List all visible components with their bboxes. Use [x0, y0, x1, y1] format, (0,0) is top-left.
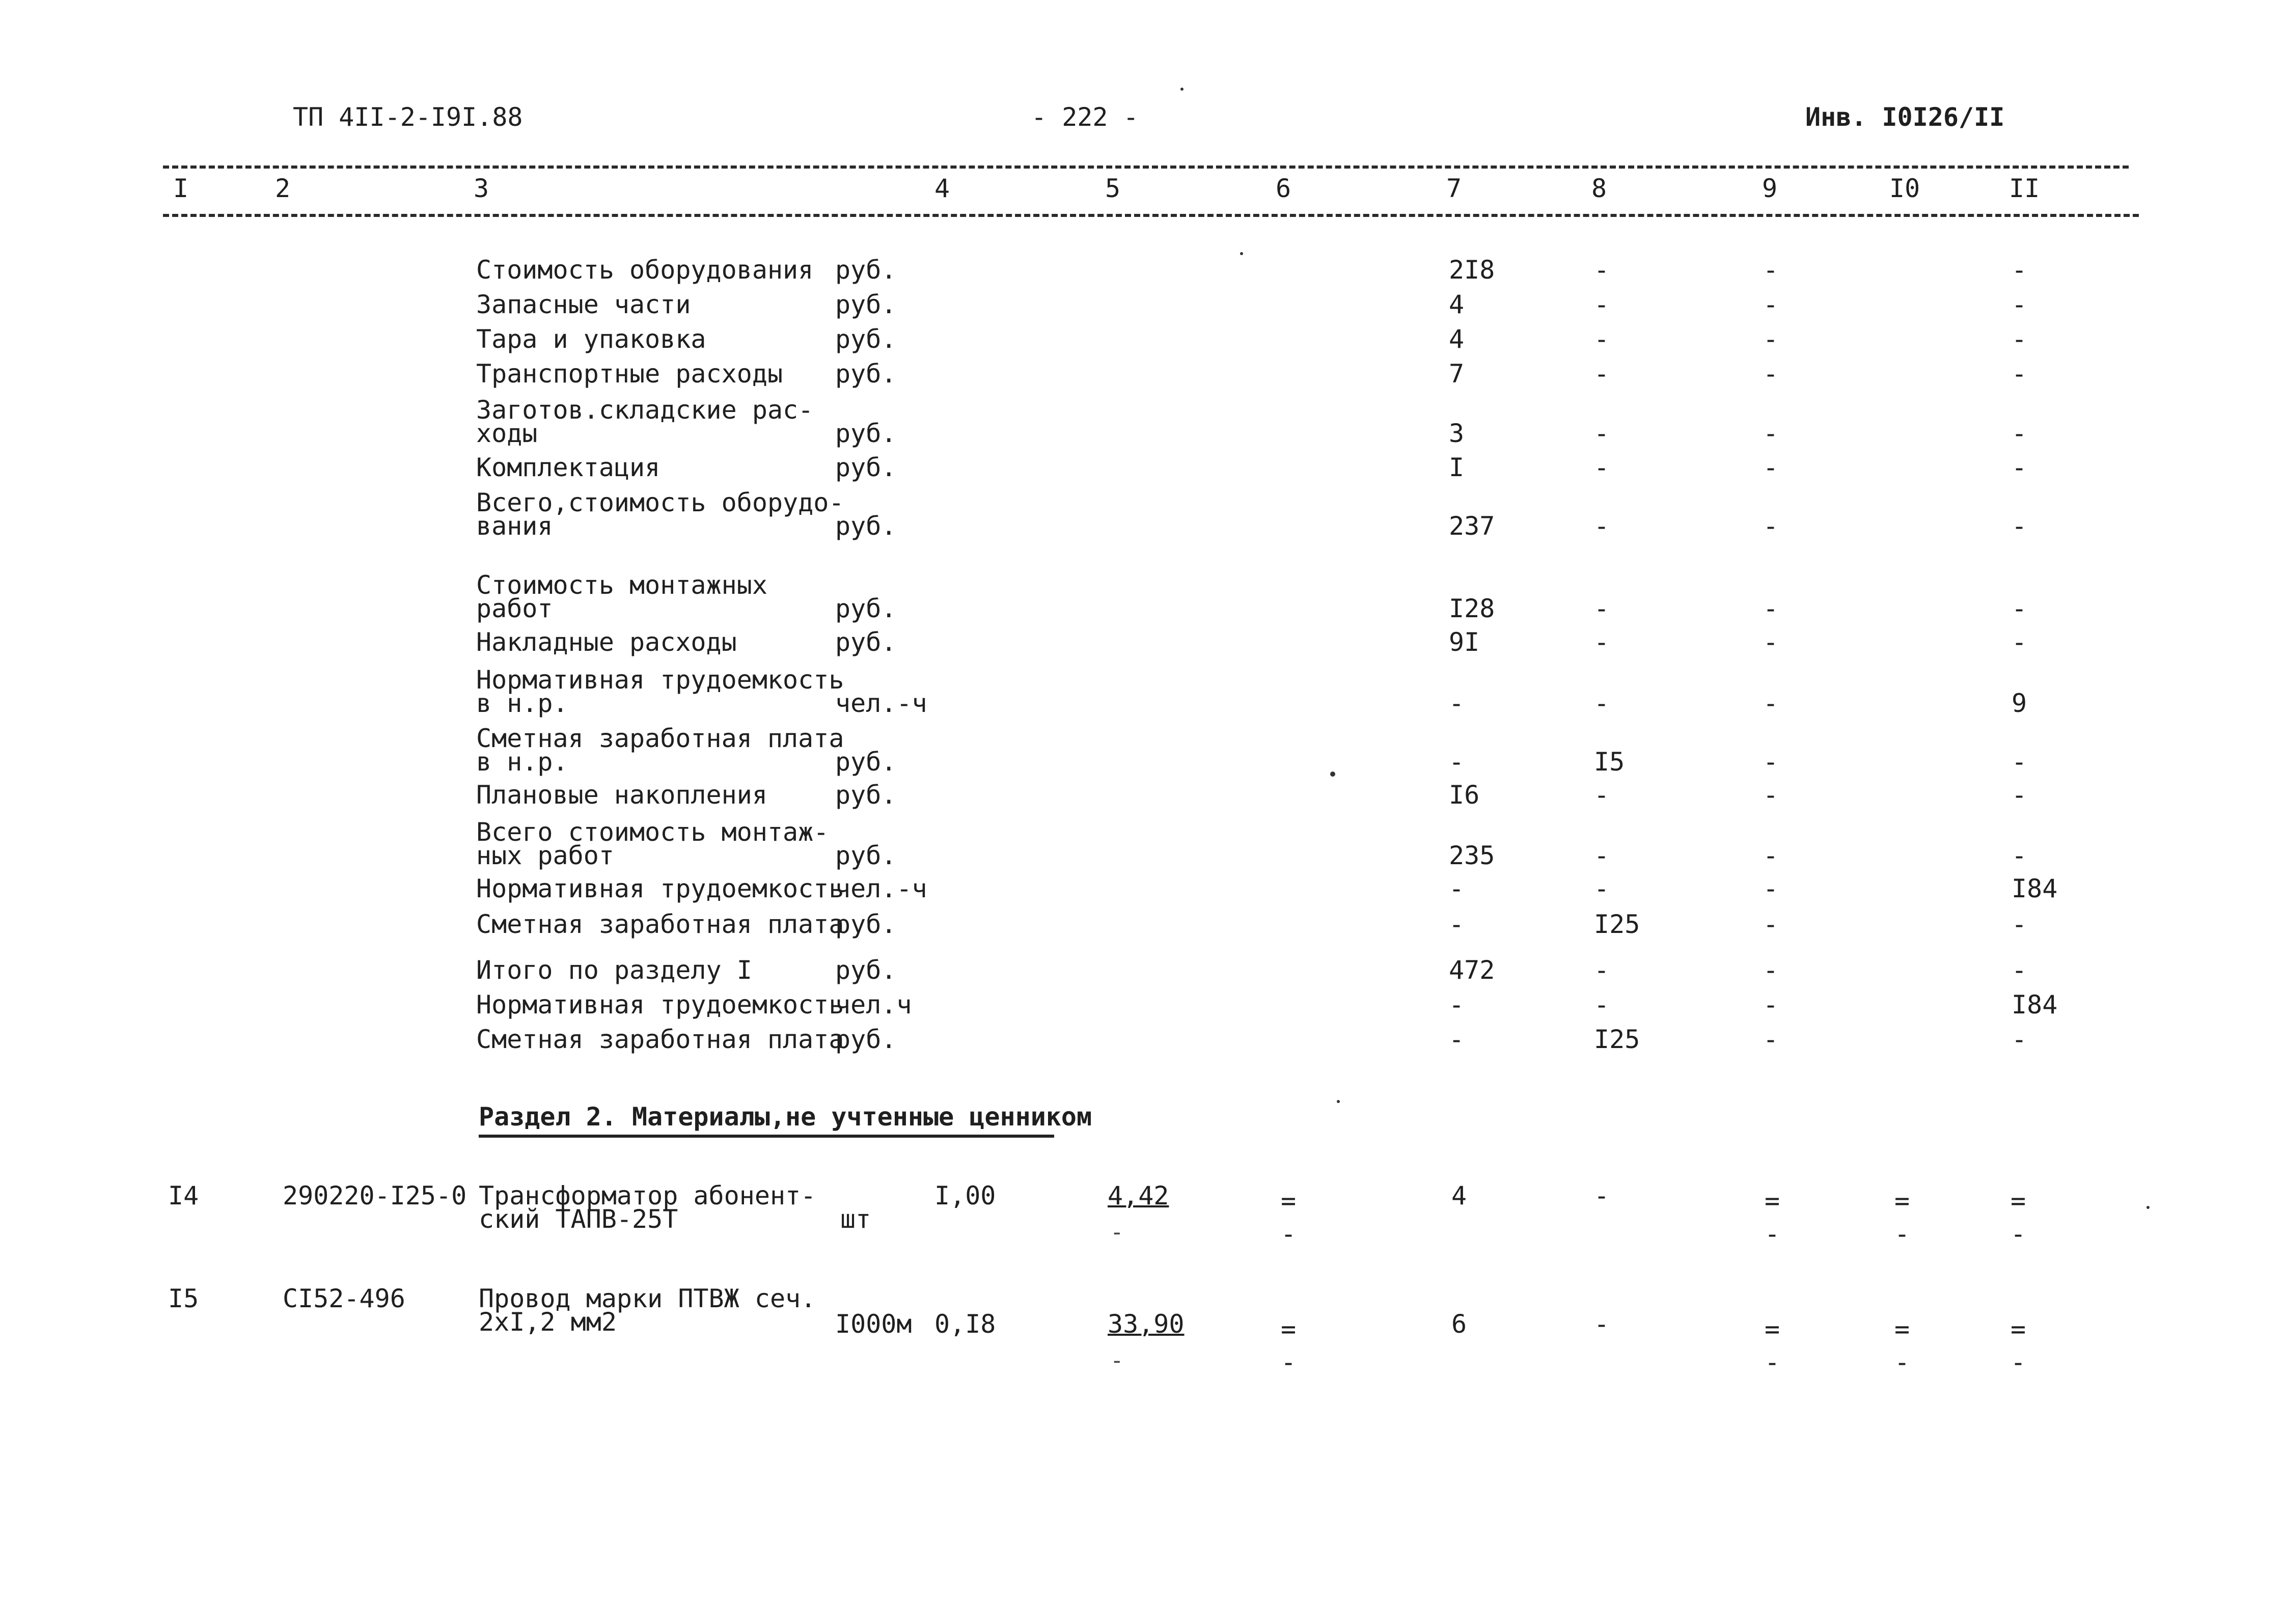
- item-col11: -: [2012, 511, 2027, 541]
- item-unit: руб.: [835, 627, 897, 657]
- item-col7: 6: [1451, 1309, 1467, 1339]
- item-col11: -: [2012, 255, 2027, 285]
- item-col8: -: [1594, 841, 1610, 870]
- item-col9-sub: -: [1765, 1347, 1780, 1377]
- item-name: Заготов.складские рас-: [476, 395, 814, 425]
- item-col8: -: [1594, 324, 1610, 354]
- column-number: 5: [1105, 174, 1121, 203]
- item-col7: 4: [1449, 324, 1465, 354]
- item-unit: руб.: [835, 841, 897, 870]
- section-2-title: Раздел 2. Материалы,не учтенные ценником: [479, 1102, 1092, 1132]
- item-unit-price-sub: -: [1110, 1347, 1124, 1373]
- item-col11-sub: -: [2011, 1219, 2026, 1249]
- item-name: ных работ: [476, 841, 614, 870]
- item-col11: -: [2012, 1025, 2027, 1054]
- page-number: - 222 -: [1031, 102, 1139, 132]
- item-col7: 4: [1451, 1181, 1467, 1210]
- item-unit: I000м: [835, 1309, 912, 1339]
- item-col7: I: [1449, 453, 1465, 482]
- item-col7: -: [1449, 747, 1465, 777]
- item-name: 2хI,2 мм2: [479, 1307, 617, 1337]
- item-col9-sub: -: [1765, 1219, 1780, 1249]
- item-col10-sub: -: [1894, 1347, 1910, 1377]
- item-col7: -: [1449, 910, 1465, 939]
- item-col9: -: [1763, 780, 1779, 810]
- header-rule-bottom: [163, 214, 2139, 217]
- item-name: Тара и упаковка: [476, 324, 706, 354]
- column-number: 9: [1762, 174, 1778, 203]
- item-unit: чел.-ч: [835, 874, 927, 903]
- item-name: Стоимость монтажных: [476, 570, 767, 600]
- item-col7: -: [1449, 990, 1465, 1020]
- item-name: Плановые накопления: [476, 780, 767, 810]
- item-col10: =: [1894, 1186, 1910, 1216]
- item-col10: =: [1894, 1314, 1910, 1344]
- item-col11: I84: [2012, 874, 2058, 903]
- item-col6-sub: -: [1281, 1347, 1297, 1377]
- item-col9: -: [1763, 324, 1779, 354]
- item-name: Сметная заработная плата: [476, 724, 844, 753]
- column-number: 4: [934, 174, 950, 203]
- column-number: 2: [275, 174, 291, 203]
- item-col8: -: [1594, 689, 1610, 718]
- item-col9: -: [1763, 990, 1779, 1020]
- item-col7: 9I: [1449, 627, 1480, 657]
- item-unit: руб.: [835, 747, 897, 777]
- item-name: вания: [476, 511, 553, 541]
- item-col9: -: [1763, 689, 1779, 718]
- item-col7: 237: [1449, 511, 1495, 541]
- column-number: 7: [1446, 174, 1462, 203]
- item-name: Сметная заработная плата: [476, 1025, 844, 1054]
- item-unit: чел.ч: [835, 990, 912, 1020]
- item-unit-price: 4,42: [1108, 1181, 1169, 1210]
- item-col11: -: [2012, 594, 2027, 623]
- item-col7: 235: [1449, 841, 1495, 870]
- column-number: 6: [1276, 174, 1291, 203]
- item-col10-sub: -: [1894, 1219, 1910, 1249]
- item-col9: -: [1763, 419, 1779, 448]
- item-col9: -: [1763, 841, 1779, 870]
- item-unit: чел.-ч: [835, 689, 927, 718]
- item-col8: -: [1594, 1181, 1610, 1210]
- item-code: CI52-496: [283, 1284, 405, 1313]
- item-col11-sub: -: [2011, 1347, 2026, 1377]
- item-col8: -: [1594, 511, 1610, 541]
- item-col8: -: [1594, 453, 1610, 482]
- item-name: Накладные расходы: [476, 627, 737, 657]
- item-name: Трансформатор абонент-: [479, 1181, 816, 1210]
- item-unit: руб.: [835, 780, 897, 810]
- item-unit: руб.: [835, 594, 897, 623]
- item-col8: -: [1594, 359, 1610, 389]
- item-code: 290220-I25-0: [283, 1181, 467, 1210]
- item-name: Нормативная трудоемкость: [476, 874, 844, 903]
- item-unit-price: 33,90: [1108, 1309, 1185, 1339]
- item-col11: -: [2012, 747, 2027, 777]
- item-col8: -: [1594, 290, 1610, 319]
- scan-speck: [2146, 1206, 2150, 1209]
- item-col8: -: [1594, 419, 1610, 448]
- item-col11: =: [2011, 1314, 2026, 1344]
- item-name: Итого по разделу I: [476, 955, 752, 985]
- item-col8: I25: [1594, 1025, 1640, 1054]
- item-unit: руб.: [835, 324, 897, 354]
- item-quantity: 0,I8: [934, 1309, 996, 1339]
- item-col8: -: [1594, 990, 1610, 1020]
- column-number: 3: [474, 174, 489, 203]
- column-number: I0: [1889, 174, 1920, 203]
- item-name: Всего стоимость монтаж-: [476, 817, 829, 847]
- item-col11: -: [2012, 910, 2027, 939]
- item-name: Нормативная трудоемкость: [476, 990, 844, 1020]
- item-col8: -: [1594, 627, 1610, 657]
- item-name: Транспортные расходы: [476, 359, 783, 389]
- item-col9: -: [1763, 747, 1779, 777]
- item-col7: I6: [1449, 780, 1480, 810]
- item-name: ский ТАПВ-25Т: [479, 1204, 678, 1234]
- item-col11: -: [2012, 419, 2027, 448]
- item-name: в н.р.: [476, 747, 568, 777]
- section-2-title-underline: [479, 1135, 1054, 1138]
- item-unit: руб.: [835, 419, 897, 448]
- item-col9: -: [1763, 255, 1779, 285]
- item-col9: -: [1763, 453, 1779, 482]
- item-col8: -: [1594, 594, 1610, 623]
- item-col7: 472: [1449, 955, 1495, 985]
- column-number: I: [173, 174, 189, 203]
- item-col11: -: [2012, 324, 2027, 354]
- item-col9: -: [1763, 627, 1779, 657]
- item-col9: -: [1763, 874, 1779, 903]
- item-col7: -: [1449, 874, 1465, 903]
- item-col7: 3: [1449, 419, 1465, 448]
- item-col8: I5: [1594, 747, 1625, 777]
- item-unit: руб.: [835, 290, 897, 319]
- item-col9: -: [1763, 359, 1779, 389]
- inventory-number: Инв. I0I26/II: [1805, 102, 2005, 132]
- item-col11: -: [2012, 359, 2027, 389]
- item-name: Всего,стоимость оборудо-: [476, 488, 844, 517]
- item-quantity: I,00: [934, 1181, 996, 1210]
- item-col7: I28: [1449, 594, 1495, 623]
- item-col7: 7: [1449, 359, 1465, 389]
- item-col11: -: [2012, 780, 2027, 810]
- item-unit: руб.: [835, 910, 897, 939]
- item-col11: 9: [2012, 689, 2027, 718]
- item-col9: -: [1763, 594, 1779, 623]
- item-unit: шт: [840, 1204, 871, 1234]
- item-col9: =: [1765, 1186, 1780, 1216]
- item-unit: руб.: [835, 255, 897, 285]
- item-unit: руб.: [835, 453, 897, 482]
- header-rule-top: [163, 166, 2129, 169]
- item-name: Комплектация: [476, 453, 660, 482]
- item-col6-sub: -: [1281, 1219, 1297, 1249]
- scan-speck: [1180, 88, 1183, 91]
- item-col9: -: [1763, 910, 1779, 939]
- scan-speck: [1240, 252, 1243, 255]
- item-col8: I25: [1594, 910, 1640, 939]
- item-name: Провод марки ПТВЖ сеч.: [479, 1284, 816, 1313]
- item-col11: -: [2012, 955, 2027, 985]
- item-name: ходы: [476, 419, 538, 448]
- item-col11: I84: [2012, 990, 2058, 1020]
- item-unit: руб.: [835, 511, 897, 541]
- item-col9: -: [1763, 290, 1779, 319]
- item-col9: -: [1763, 955, 1779, 985]
- item-col11: -: [2012, 290, 2027, 319]
- item-col8: -: [1594, 1309, 1610, 1339]
- item-col9: -: [1763, 1025, 1779, 1054]
- item-col8: -: [1594, 955, 1610, 985]
- scan-speck: [1337, 1100, 1340, 1103]
- item-number: I4: [168, 1181, 199, 1210]
- item-col7: 4: [1449, 290, 1465, 319]
- item-name: Стоимость оборудования: [476, 255, 814, 285]
- item-col7: -: [1449, 689, 1465, 718]
- document-code: ТП 4II-2-I9I.88: [293, 102, 523, 132]
- item-name: Сметная заработная плата: [476, 910, 844, 939]
- item-name: в н.р.: [476, 689, 568, 718]
- item-unit: руб.: [835, 1025, 897, 1054]
- item-number: I5: [168, 1284, 199, 1313]
- column-number: 8: [1591, 174, 1607, 203]
- item-col8: -: [1594, 255, 1610, 285]
- item-col7: -: [1449, 1025, 1465, 1054]
- column-number: II: [2009, 174, 2040, 203]
- item-col8: -: [1594, 874, 1610, 903]
- item-col11: -: [2012, 453, 2027, 482]
- item-col6: =: [1281, 1314, 1297, 1344]
- item-unit: руб.: [835, 359, 897, 389]
- item-col11: =: [2011, 1186, 2026, 1216]
- item-col8: -: [1594, 780, 1610, 810]
- item-col11: -: [2012, 627, 2027, 657]
- scan-speck: [1330, 772, 1335, 777]
- item-col11: -: [2012, 841, 2027, 870]
- item-name: Нормативная трудоемкость: [476, 665, 844, 695]
- item-name: Запасные части: [476, 290, 691, 319]
- item-unit-price-sub: -: [1110, 1219, 1124, 1245]
- item-col9: =: [1765, 1314, 1780, 1344]
- item-col7: 2I8: [1449, 255, 1495, 285]
- item-unit: руб.: [835, 955, 897, 985]
- item-col6: =: [1281, 1186, 1297, 1216]
- item-col9: -: [1763, 511, 1779, 541]
- item-name: работ: [476, 594, 553, 623]
